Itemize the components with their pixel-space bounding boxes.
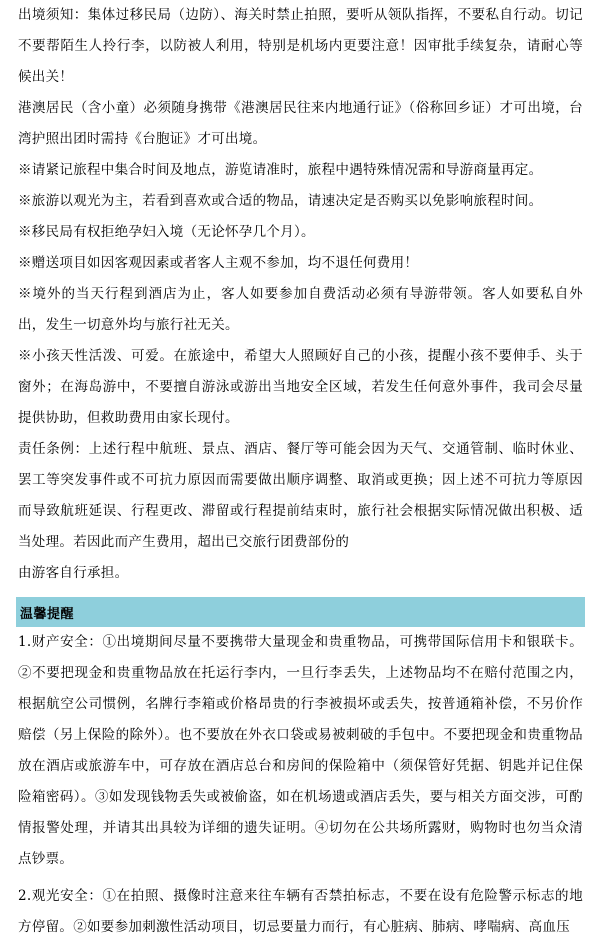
paragraph-exit-notice: 出境须知：集体过移民局（边防）、海关时禁止拍照，要听从领队指挥，不要私自行动。切记不要帮陌生人拎行李，以防被人利用，特别是机场内更要注意！因审批手续复杂，请耐心等候出关！	[18, 7, 583, 85]
paragraph-hk-macau-residents: 港澳居民（含小童）必须随身携带《港澳居民往来内地通行证》（俗称回乡证）才可出境，台湾护照出团时需持《台胞证》才可出境。	[18, 100, 583, 147]
section-banner	[16, 597, 585, 627]
paragraph-gift-items: ※赠送项目如因客观因素或者客人主观不参加，均不退任何费用！	[18, 255, 419, 271]
paragraph-liability-terms-end: 由游客自行承担。	[18, 565, 129, 581]
paragraph-self-paid-activities: ※境外的当天行程到酒店为止，客人如要参加自费活动必须有导游带领。客人如要私自外出，发生一切意外均与旅行社无关。	[18, 286, 583, 333]
paragraph-liability-terms: 责任条例：上述行程中航班、景点、酒店、餐厅等可能会因为天气、交通管制、临时休业、罢工等突发事件或不可抗力原因而需要做出顺序调整、取消或更换；因上述不可抗力等原因而导致航班延误、行程更改、滞留或行程提前结束时，旅行社会根据实际情况做出积极、适当处理。若因此而产生费用，超出已交旅行团费部份的	[18, 441, 583, 550]
paragraph-children-safety: ※小孩天性活泼、可爱。在旅途中，希望大人照顾好自己的小孩，提醒小孩不要伸手、头于窗外；在海岛游中，不要擅自游泳或游出当地安全区域，若发生任何意外事件，我司会尽量提供协助，但救助费用由家长现付。	[18, 348, 583, 426]
paragraph-sightseeing: ※旅游以观光为主，若看到喜欢或合适的物品，请速决定是否购买以免影响旅程时间。	[18, 193, 543, 209]
banner-title: 温馨提醒	[20, 607, 75, 622]
reminder-section	[0, 627, 601, 943]
paragraph-sightseeing-safety: 2.观光安全：①在拍照、摄像时注意来往车辆有否禁拍标志，不要在设有危险警示标志的地方停留。②如要参加刺激性活动项目，切忌要量力而行，有心脏病、肺病、哮喘病、高血压	[18, 888, 583, 935]
paragraph-pregnant-women: ※移民局有权拒绝孕妇入境（无论怀孕几个月）。	[18, 224, 315, 240]
paragraph-property-safety: 1.财产安全：①出境期间尽量不要携带大量现金和贵重物品，可携带国际信用卡和银联卡。②不要把现金和贵重物品放在托运行李内，一旦行李丢失，上述物品均不在赔付范围之内，根据航空公司惯例，名牌行李箱或价格昂贵的行李被损坏或丢失，按普通箱补偿，不另价作赔偿（另上保险的除外）。也不要放在外衣口袋或易被刺破的手包中。不要把现金和贵重物品放在酒店或旅游车中，可存放在酒店总台和房间的保险箱中（须保管好凭据、钥匙并记住保险箱密码）。③如发现钱物丢失或被偷盗，如在机场遗或酒店丢失，要与相关方面交涉，可酌情报警处理，并请其出具较为详细的遗失证明。④切勿在公共场所露财，购物时也勿当众清点钞票。	[18, 634, 583, 867]
paragraph-meeting-time: ※请紧记旅程中集合时间及地点，游览请准时，旅程中遇特殊情况需和导游商量再定。	[18, 162, 543, 178]
